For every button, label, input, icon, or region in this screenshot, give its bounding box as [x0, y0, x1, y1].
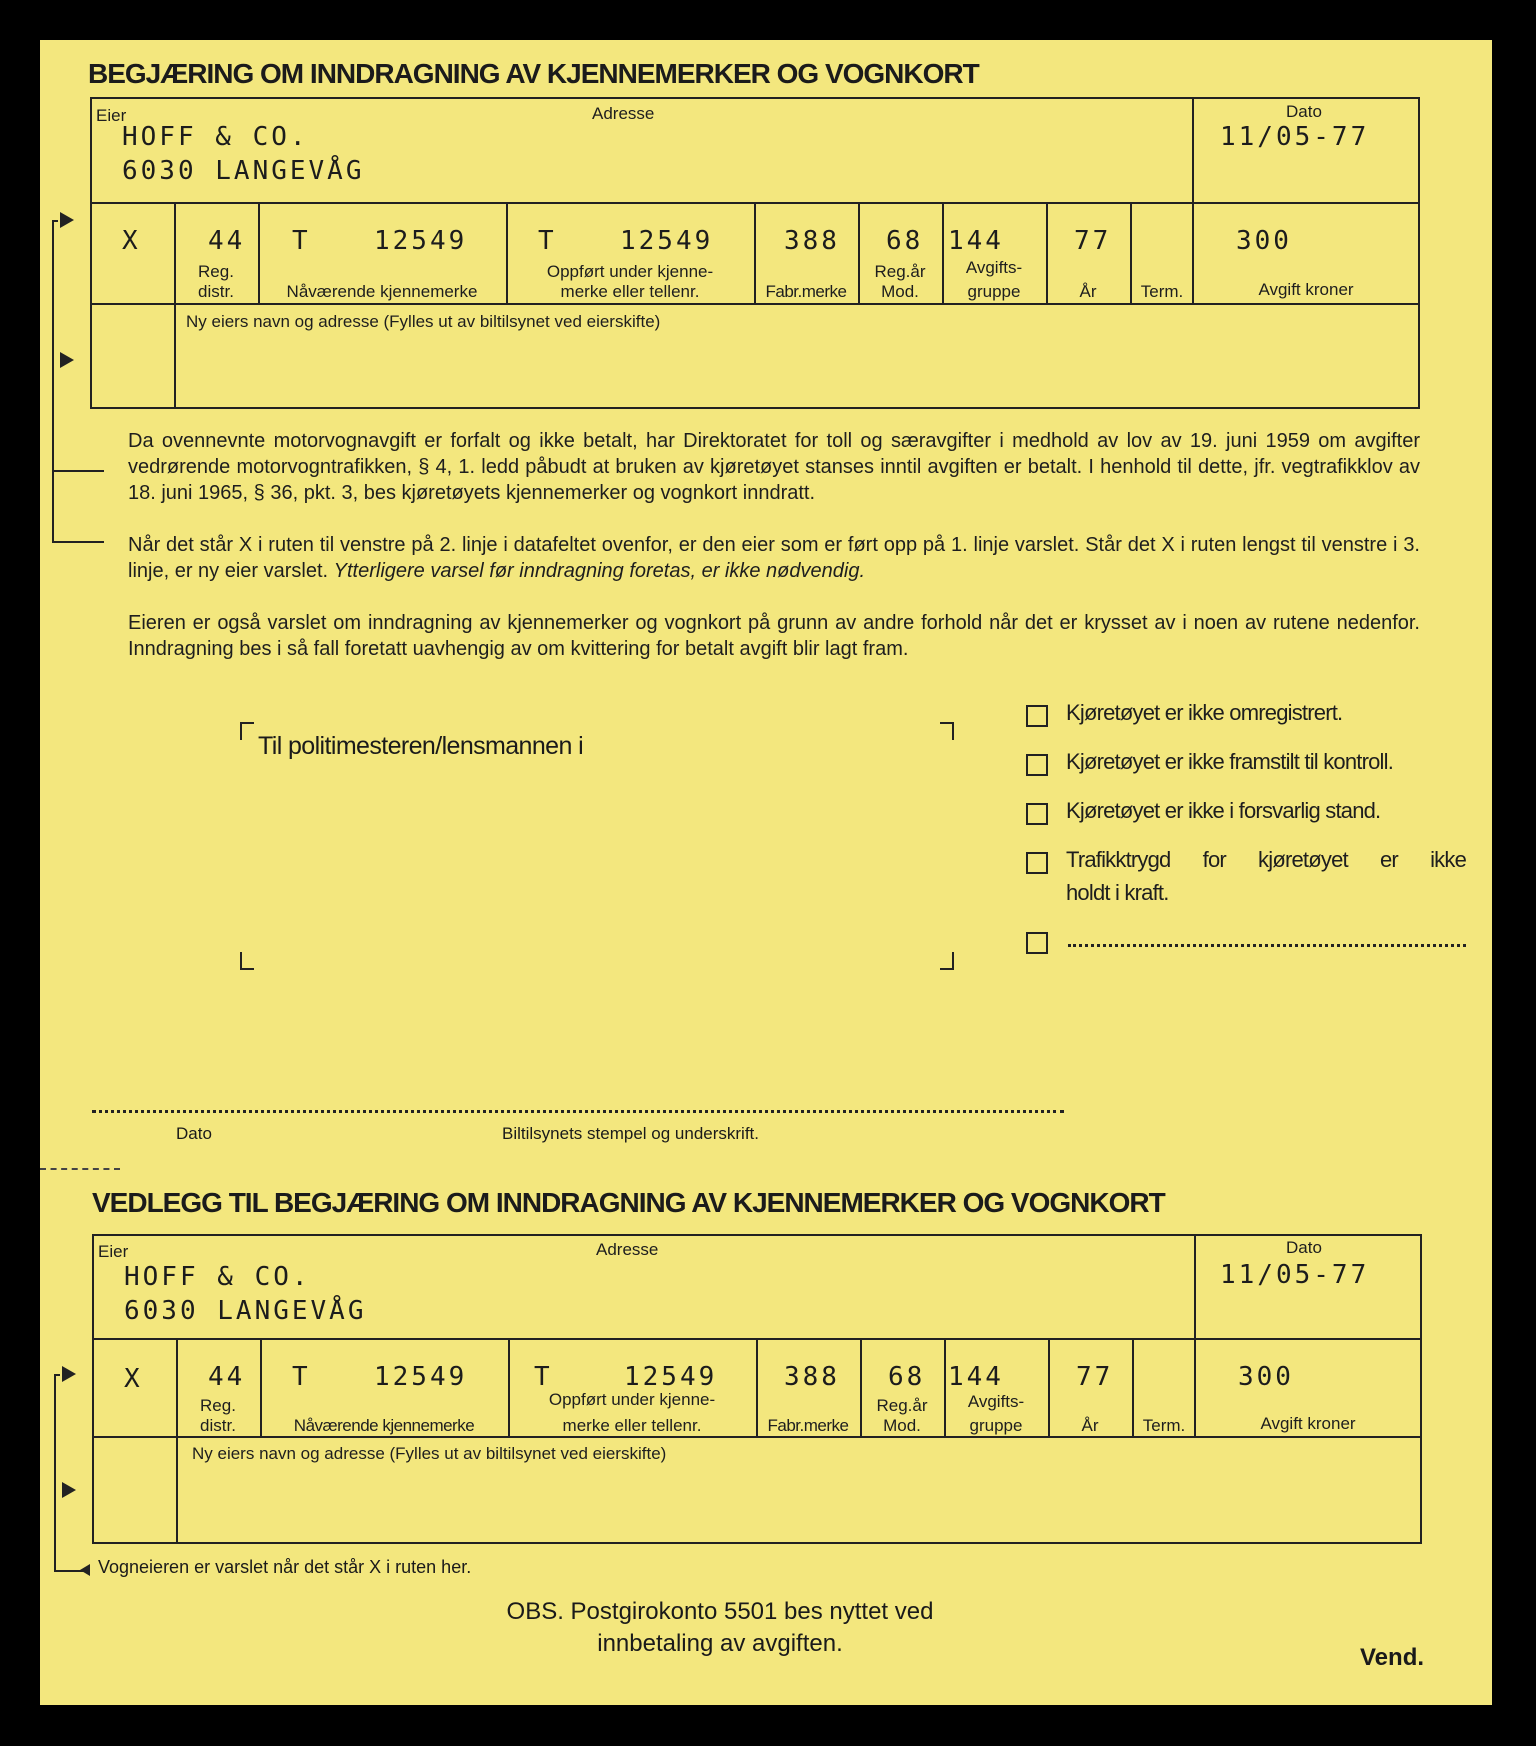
date-value: 11/05-77	[1220, 122, 1370, 152]
reg-year-value: 68	[886, 226, 924, 256]
form-title: BEGJÆRING OM INNDRAGNING AV KJENNEMERKER OG VOGNKORT	[88, 58, 979, 89]
make-label: Fabr.merke	[765, 282, 847, 301]
obs-line-2: innbetaling av avgiften.	[597, 1630, 843, 1657]
reg-label: Reg.	[198, 262, 234, 281]
arrow-right-icon	[60, 212, 74, 228]
arrow-right-icon	[60, 352, 74, 368]
reg-distr-value: 44	[208, 226, 246, 256]
owner-city: 6030 LANGEVÅG	[122, 156, 365, 186]
attachment-date-value: 11/05-77	[1220, 1260, 1370, 1290]
attachment-reg-label: Reg.	[200, 1396, 236, 1415]
attachment-notified-mark: X	[124, 1364, 143, 1394]
checkbox-label-insurance-lapsed-2: holdt i kraft.	[1066, 880, 1169, 905]
turn-over-label: Vend.	[1360, 1644, 1425, 1671]
attachment-fee-amount-value: 300	[1238, 1362, 1294, 1392]
paragraph-notice-italic: Ytterligere varsel før inndragning foretas, er ikke nødvendig.	[333, 560, 866, 582]
form-sheet	[40, 40, 1492, 1705]
new-owner-label: Ny eiers navn og adresse (Fylles ut av biltilsynet ved eierskifte)	[186, 312, 661, 331]
paragraph-notice	[128, 532, 1420, 584]
checkbox-label-not-reregistered: Kjøretøyet er ikke omregistrert.	[1066, 700, 1343, 725]
paragraph-notice-main: Når det står X i ruten til venstre på 2. linje i datafeltet ovenfor, er den eier som er ført opp på 1. linje varslet. Står det X i ruten lengst til venstre i 3. linje, er ny eier varslet.	[128, 534, 1420, 582]
notified-note: Vogneieren er varslet når det står X i ruten her.	[98, 1557, 472, 1577]
previous-plate-number: 12549	[620, 226, 714, 256]
attachment-owner-label: Eier	[98, 1242, 129, 1261]
attachment-date-label: Dato	[1286, 1238, 1322, 1257]
attachment-previous-plate-number: 12549	[624, 1362, 718, 1392]
checkbox-not-reregistered[interactable]	[1026, 705, 1048, 727]
previous-plate-label-1: Oppført under kjenne-	[546, 262, 714, 281]
attachment-previous-plate-prefix: T	[534, 1362, 553, 1392]
previous-plate-label-2: merke eller tellenr.	[560, 282, 700, 301]
attachment-fee-group-label-1: Avgifts-	[967, 1392, 1025, 1411]
fee-group-value: 144	[948, 226, 1004, 256]
previous-plate-prefix: T	[538, 226, 557, 256]
arrow-left-icon	[80, 1564, 90, 1576]
signature-line[interactable]	[92, 1110, 1064, 1113]
fee-kroner-label: Avgift kroner	[1258, 280, 1354, 299]
fee-group-label-1: Avgifts-	[965, 258, 1023, 277]
attachment-year-label: År	[1081, 1416, 1099, 1435]
attachment-distr-label: distr.	[200, 1416, 236, 1435]
reg-year-label: Reg.år	[874, 262, 926, 281]
address-label: Adresse	[592, 104, 655, 123]
checkbox-label-not-roadworthy: Kjøretøyet er ikke i forsvarlig stand.	[1066, 798, 1381, 823]
attachment-address-label: Adresse	[596, 1240, 659, 1259]
current-plate-number: 12549	[374, 226, 468, 256]
checkbox-label-insurance-lapsed-1: Trafikktrygd for kjøretøyet er ikke	[1066, 847, 1466, 872]
current-plate-prefix: T	[292, 226, 311, 256]
arrow-right-icon	[62, 1366, 76, 1382]
attachment-year-value: 77	[1076, 1362, 1114, 1392]
attachment-owner-city: 6030 LANGEVÅG	[124, 1296, 367, 1326]
attachment-reg-year-value: 68	[888, 1362, 926, 1392]
date-label: Dato	[1286, 102, 1322, 121]
paragraph-other-reasons: Eieren er også varslet om inndragning av kjennemerker og vognkort på grunn av andre forhold når det er krysset av i noen av rutene nedenfor. Inndragning bes i så fall foretatt uavhengig av om kvittering for betalt avgift blir lagt fram.	[128, 612, 1420, 660]
obs-line-1: OBS. Postgirokonto 5501 bes nyttet ved	[506, 1598, 934, 1625]
year-value: 77	[1074, 226, 1112, 256]
attachment-term-label: Term.	[1142, 1416, 1186, 1435]
attachment-current-plate-number: 12549	[374, 1362, 468, 1392]
attachment-reg-year-label: Reg.år	[876, 1396, 928, 1415]
checkbox-other[interactable]	[1026, 932, 1048, 954]
checkbox-not-roadworthy[interactable]	[1026, 803, 1048, 825]
attachment-fee-group-label-2: gruppe	[969, 1416, 1023, 1435]
distr-label: distr.	[198, 282, 234, 301]
arrow-right-icon	[62, 1482, 76, 1498]
owner-name: HOFF & CO.	[122, 122, 309, 152]
term-label: Term.	[1140, 282, 1184, 301]
checkbox-not-inspected[interactable]	[1026, 754, 1048, 776]
attachment-make-label: Fabr.merke	[767, 1416, 849, 1435]
fee-amount-value: 300	[1236, 226, 1292, 256]
police-address-label: Til politimesteren/lensmannen i	[258, 732, 584, 760]
paragraph-legal: Da ovennevnte motorvognavgift er forfalt og ikke betalt, har Direktoratet for toll og særavgifter i medhold av lov av 19. juni 1959 om avgifter vedrørende motorvogntrafikken, § 4, 1. ledd påbudt at bruken av kjøretøyet stanses inntil avgiften er betalt. I henhold til dette, jfr. vegtrafikklov av 18. juni 1965, § 36, pkt. 3, bes kjøretøyets kjennemerker og vognkort inndratt.	[128, 430, 1420, 504]
owner-notified-mark: X	[122, 226, 141, 256]
make-code-value: 388	[784, 226, 840, 256]
owner-label: Eier	[96, 106, 127, 125]
attachment-title: VEDLEGG TIL BEGJÆRING OM INNDRAGNING AV KJENNEMERKER OG VOGNKORT	[92, 1187, 1165, 1218]
year-label: År	[1079, 282, 1097, 301]
attachment-current-plate-prefix: T	[292, 1362, 311, 1392]
attachment-previous-plate-label-1: Oppført under kjenne-	[548, 1390, 716, 1409]
attachment-owner-name: HOFF & CO.	[124, 1262, 311, 1292]
current-plate-label: Nåværende kjennemerke	[286, 282, 478, 301]
attachment-new-owner-label: Ny eiers navn og adresse (Fylles ut av biltilsynet ved eierskifte)	[192, 1444, 667, 1463]
signature-date-label: Dato	[176, 1124, 212, 1143]
fee-group-label-2: gruppe	[967, 282, 1021, 301]
attachment-previous-plate-label-2: merke eller tellenr.	[562, 1416, 702, 1435]
attachment-current-plate-label: Nåværende kjennemerke	[293, 1416, 475, 1435]
attachment-model-label: Mod.	[883, 1416, 921, 1435]
checkbox-label-not-inspected: Kjøretøyet er ikke framstilt til kontroll.	[1066, 749, 1394, 774]
signature-stamp-label: Biltilsynets stempel og underskrift.	[502, 1124, 759, 1143]
checkbox-insurance-lapsed[interactable]	[1026, 852, 1048, 874]
attachment-make-code-value: 388	[784, 1362, 840, 1392]
attachment-reg-distr-value: 44	[208, 1362, 246, 1392]
attachment-fee-group-value: 144	[948, 1362, 1004, 1392]
model-label: Mod.	[881, 282, 919, 301]
tear-line	[40, 1168, 120, 1170]
other-reason-line[interactable]	[1068, 944, 1466, 947]
attachment-fee-kroner-label: Avgift kroner	[1260, 1414, 1356, 1433]
